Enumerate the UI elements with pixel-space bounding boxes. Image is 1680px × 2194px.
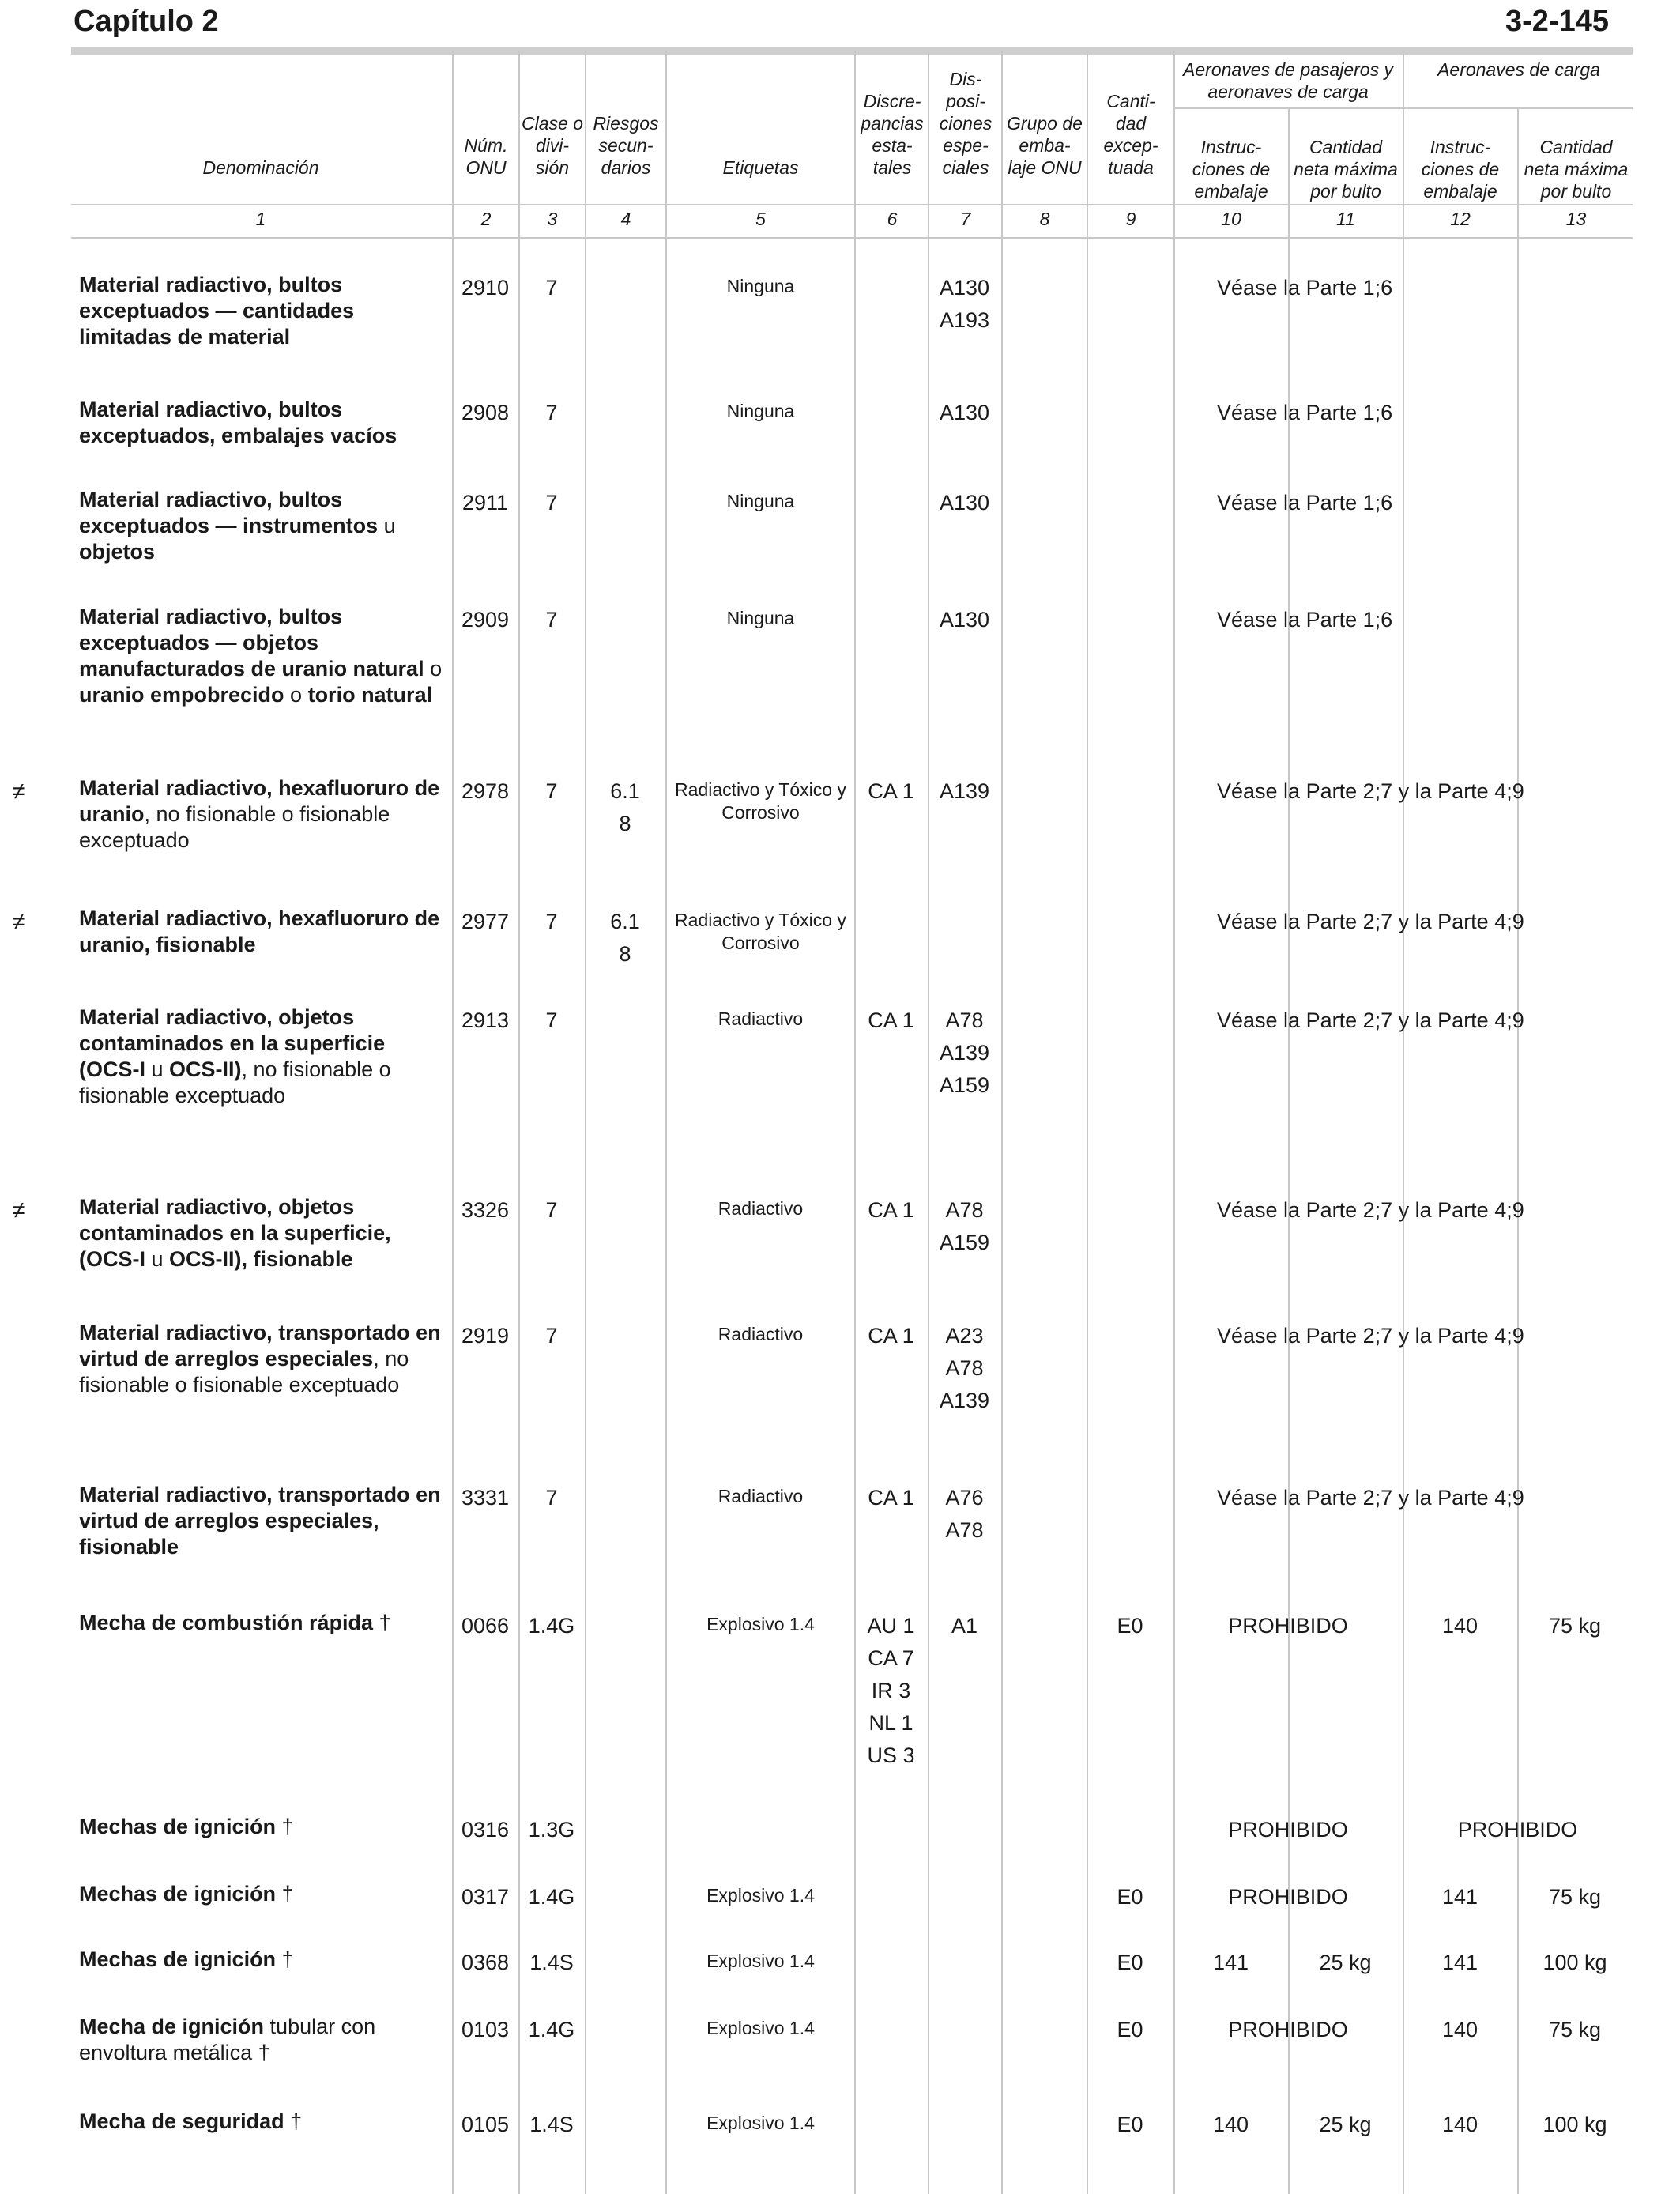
subsidiary-risk: 8 xyxy=(619,942,631,966)
pax-prohibited: PROHIBIDO xyxy=(1228,1885,1348,1909)
special-provisions xyxy=(928,775,1001,808)
dangerous-goods-name xyxy=(79,272,450,350)
hazard-label: Explosivo 1.4 xyxy=(706,1885,815,1906)
name-regular-part: u xyxy=(378,514,396,537)
hazard-label: Radiactivo xyxy=(718,1324,804,1344)
name-bold-part: Mecha de ignición xyxy=(79,2015,265,2038)
cao-packing-instruction: 140 xyxy=(1441,2018,1478,2041)
header-num-onu: Núm. ONU xyxy=(464,135,508,178)
un-number: 0103 xyxy=(461,2018,510,2041)
see-reference-note: Véase la Parte 2;7 y la Parte 4;9 xyxy=(1217,1198,1524,1222)
page-number: 3-2-145 xyxy=(1505,5,1609,38)
un-number: 0317 xyxy=(461,1885,510,1909)
cao-packing-instruction: 141 xyxy=(1441,1951,1478,1974)
column-number: 3 xyxy=(547,209,558,229)
pax-max-net-quantity: 25 kg xyxy=(1319,1951,1372,1974)
name-regular-part: tubular con envoltura metálica † xyxy=(79,2015,376,2064)
header-grupo-embalaje: Grupo de emba- laje ONU xyxy=(1007,113,1083,178)
un-number: 2908 xyxy=(461,401,510,424)
dangerous-goods-name xyxy=(79,487,450,565)
subsidiary-risks xyxy=(585,775,665,840)
variation-mark: ≠ xyxy=(13,778,26,805)
name-bold-part: objetos xyxy=(79,540,156,564)
column-number: 8 xyxy=(1039,209,1050,229)
header-pax-cantidad: Cantidad neta máxima por bulto xyxy=(1294,137,1398,202)
see-reference-note: Véase la Parte 1;6 xyxy=(1217,491,1393,515)
header-cao-instrucciones: Instruc- ciones de embalaje xyxy=(1421,137,1500,202)
special-provisions xyxy=(928,1610,1001,1642)
pax-prohibited: PROHIBIDO xyxy=(1228,1614,1348,1638)
subsidiary-risks xyxy=(585,906,665,971)
dangerous-goods-name xyxy=(79,1194,450,1272)
column-divider xyxy=(1087,51,1088,2194)
header-divider xyxy=(71,237,1633,239)
special-provisions xyxy=(928,272,1001,337)
header-cantidad-exceptuada: Canti- dad excep- tuada xyxy=(1103,91,1158,178)
special-provisions xyxy=(928,1194,1001,1259)
column-number: 6 xyxy=(887,209,898,229)
column-divider xyxy=(1001,51,1003,2194)
header-cao-cantidad: Cantidad neta máxima por bulto xyxy=(1524,137,1629,202)
class-division: 7 xyxy=(545,491,558,515)
cao-prohibited: PROHIBIDO xyxy=(1457,1818,1578,1842)
class-division: 7 xyxy=(545,1486,558,1510)
special-provision: A23 xyxy=(945,1324,984,1348)
header-denominacion: Denominación xyxy=(202,157,319,178)
hazard-label: Radiactivo xyxy=(718,1198,804,1219)
dangerous-goods-name xyxy=(79,1610,450,1636)
class-division: 1.4S xyxy=(529,2113,574,2136)
special-provision: A139 xyxy=(939,1041,990,1065)
special-provisions xyxy=(928,487,1001,519)
name-regular-part: † xyxy=(276,1815,294,1838)
special-provision: A139 xyxy=(939,779,990,803)
name-bold-part: Material radiactivo, bultos exceptuados — objetos manufacturados de uranio natural xyxy=(79,605,424,680)
state-variations xyxy=(854,1482,928,1514)
see-reference-note: Véase la Parte 2;7 y la Parte 4;9 xyxy=(1217,1008,1524,1032)
state-variation: AU 1 xyxy=(867,1614,915,1638)
name-regular-part: u xyxy=(145,1247,170,1271)
cao-packing-instruction: 140 xyxy=(1441,1614,1478,1638)
un-number: 2919 xyxy=(461,1324,510,1348)
class-division: 7 xyxy=(545,1324,558,1348)
hazard-label: Explosivo 1.4 xyxy=(706,2018,815,2038)
hazard-label: Radiactivo y Tóxico y Corrosivo xyxy=(675,910,846,953)
un-number: 2978 xyxy=(461,779,510,803)
column-number: 11 xyxy=(1336,209,1355,229)
name-bold-part: OCS-II), fisionable xyxy=(169,1247,353,1271)
name-regular-part: o xyxy=(424,657,443,680)
hazard-label: Explosivo 1.4 xyxy=(706,1614,815,1634)
name-bold-part: OCS-II) xyxy=(169,1057,242,1081)
name-regular-part: † xyxy=(284,2109,303,2133)
un-number: 0105 xyxy=(461,2113,510,2136)
cao-max-net-quantity: 75 kg xyxy=(1548,1614,1602,1638)
dangerous-goods-name xyxy=(79,1320,450,1398)
class-division: 1.3G xyxy=(528,1818,575,1842)
name-bold-part: Mechas de ignición xyxy=(79,1815,277,1838)
header-disposiciones: Dis- posi- ciones espe- ciales xyxy=(939,69,993,178)
hazard-label: Ninguna xyxy=(726,491,795,511)
subsidiary-risk: 6.1 xyxy=(610,779,640,803)
state-variation: NL 1 xyxy=(868,1711,913,1735)
header-discrepancias: Discre- pancias esta- tales xyxy=(861,91,924,178)
special-provision: A159 xyxy=(939,1231,990,1254)
special-provision: A1 xyxy=(951,1614,978,1638)
see-reference-note: Véase la Parte 2;7 y la Parte 4;9 xyxy=(1217,779,1524,803)
pax-packing-instruction: 141 xyxy=(1212,1951,1249,1974)
state-variation: IR 3 xyxy=(871,1679,911,1702)
special-provisions xyxy=(928,397,1001,429)
cao-packing-instruction: 141 xyxy=(1441,1885,1478,1909)
cao-packing-instruction: 140 xyxy=(1441,2113,1478,2136)
special-provision: A139 xyxy=(939,1389,990,1412)
header-riesgos: Riesgos secun- darios xyxy=(593,113,659,178)
name-bold-part: Material radiactivo, transportado en virtud de arreglos especiales xyxy=(79,1321,441,1370)
dangerous-goods-name xyxy=(79,1947,450,1973)
header-pax-instrucciones: Instruc- ciones de embalaje xyxy=(1192,137,1271,202)
column-number: 2 xyxy=(480,209,492,229)
see-reference-note: Véase la Parte 2;7 y la Parte 4;9 xyxy=(1217,1324,1524,1348)
state-variations xyxy=(854,1610,928,1772)
name-bold-part: Mechas de ignición xyxy=(79,1882,277,1906)
excepted-quantity: E0 xyxy=(1117,2113,1143,2136)
special-provision: A76 xyxy=(945,1486,984,1510)
hazard-label: Ninguna xyxy=(726,608,795,628)
state-variations xyxy=(854,1320,928,1352)
see-reference-note: Véase la Parte 2;7 y la Parte 4;9 xyxy=(1217,910,1524,933)
class-division: 7 xyxy=(545,910,558,933)
column-divider xyxy=(928,51,929,2194)
dangerous-goods-name xyxy=(79,1881,450,1907)
name-regular-part: † xyxy=(373,1611,391,1634)
class-division: 1.4G xyxy=(528,2018,575,2041)
column-divider xyxy=(1173,51,1175,2194)
see-reference-note: Véase la Parte 1;6 xyxy=(1217,276,1393,300)
class-division: 7 xyxy=(545,608,558,631)
state-variation: CA 1 xyxy=(868,1486,914,1510)
pax-prohibited: PROHIBIDO xyxy=(1228,1818,1348,1842)
column-number: 10 xyxy=(1221,209,1241,229)
column-number: 1 xyxy=(255,209,266,229)
name-bold-part: Material radiactivo, hexafluoruro de uranio, fisionable xyxy=(79,907,440,956)
dangerous-goods-name xyxy=(79,1814,450,1840)
class-division: 7 xyxy=(545,401,558,424)
name-regular-part: , no fisionable o fisionable exceptuado xyxy=(79,802,390,852)
subsidiary-risk: 6.1 xyxy=(610,910,640,933)
header-etiquetas: Etiquetas xyxy=(722,157,799,178)
dangerous-goods-name xyxy=(79,2109,450,2135)
pax-prohibited: PROHIBIDO xyxy=(1228,2018,1348,2041)
special-provision: A78 xyxy=(945,1356,984,1380)
see-reference-note: Véase la Parte 1;6 xyxy=(1217,608,1393,631)
chapter-title: Capítulo 2 xyxy=(73,5,219,38)
un-number: 3326 xyxy=(461,1198,510,1222)
variation-mark: ≠ xyxy=(13,1197,26,1223)
un-number: 0368 xyxy=(461,1951,510,1974)
see-reference-note: Véase la Parte 1;6 xyxy=(1217,401,1393,424)
dangerous-goods-name xyxy=(79,775,450,854)
header-divider xyxy=(71,204,1633,205)
dangerous-goods-name xyxy=(79,604,450,708)
name-regular-part: o xyxy=(284,683,308,707)
variation-mark: ≠ xyxy=(13,909,26,935)
name-bold-part: Material radiactivo, objetos contaminados en la superficie, (OCS-I xyxy=(79,1195,391,1271)
class-division: 7 xyxy=(545,1198,558,1222)
header-clase: Clase o divi- sión xyxy=(522,113,583,178)
pax-packing-instruction: 140 xyxy=(1212,2113,1249,2136)
column-number: 4 xyxy=(620,209,631,229)
state-variations xyxy=(854,1194,928,1227)
excepted-quantity: E0 xyxy=(1117,1614,1143,1638)
state-variations xyxy=(854,1005,928,1037)
dangerous-goods-name xyxy=(79,906,450,958)
state-variation: CA 1 xyxy=(868,1198,914,1222)
name-bold-part: Material radiactivo, bultos exceptuados, embalajes vacíos xyxy=(79,398,397,447)
group-header-cargo: Aeronaves de carga xyxy=(1437,59,1600,80)
name-regular-part: u xyxy=(145,1057,170,1081)
column-divider xyxy=(1403,51,1404,2194)
dangerous-goods-name xyxy=(79,397,450,449)
name-bold-part: Material radiactivo, hexafluoruro de uranio xyxy=(79,776,440,826)
special-provision: A159 xyxy=(939,1073,990,1097)
name-bold-part: Material radiactivo, bultos exceptuados — instrumentos xyxy=(79,488,379,537)
state-variation: CA 7 xyxy=(868,1646,914,1670)
column-divider xyxy=(854,51,856,2194)
name-bold-part: Material radiactivo, transportado en virtud de arreglos especiales, fisionable xyxy=(79,1483,441,1559)
excepted-quantity: E0 xyxy=(1117,2018,1143,2041)
hazard-label: Radiactivo y Tóxico y Corrosivo xyxy=(675,779,846,823)
name-bold-part: Mechas de ignición xyxy=(79,1947,277,1971)
column-number: 12 xyxy=(1450,209,1471,229)
class-division: 7 xyxy=(545,779,558,803)
dangerous-goods-name xyxy=(79,1482,450,1560)
name-bold-part: Material radiactivo, bultos exceptuados — cantidades limitadas de material xyxy=(79,273,355,349)
hazard-label: Radiactivo xyxy=(718,1008,804,1029)
name-bold-part: Mecha de seguridad xyxy=(79,2109,284,2133)
column-divider xyxy=(665,51,667,2194)
special-provisions xyxy=(928,1005,1001,1102)
class-division: 1.4G xyxy=(528,1614,575,1638)
dangerous-goods-name xyxy=(79,1005,450,1109)
un-number: 0316 xyxy=(461,1818,510,1842)
hazard-label: Ninguna xyxy=(726,401,795,421)
un-number: 2910 xyxy=(461,276,510,300)
hazard-label: Explosivo 1.4 xyxy=(706,2113,815,2133)
group-header-passenger: Aeronaves de pasajeros y aeronaves de carga xyxy=(1183,59,1393,102)
subsidiary-risk: 8 xyxy=(619,812,631,835)
header-divider xyxy=(1173,107,1633,109)
cao-max-net-quantity: 75 kg xyxy=(1548,1885,1602,1909)
un-number: 0066 xyxy=(461,1614,510,1638)
see-reference-note: Véase la Parte 2;7 y la Parte 4;9 xyxy=(1217,1486,1524,1510)
excepted-quantity: E0 xyxy=(1117,1951,1143,1974)
un-number: 2913 xyxy=(461,1008,510,1032)
special-provision: A78 xyxy=(945,1518,984,1542)
column-number: 5 xyxy=(755,209,766,229)
special-provision: A130 xyxy=(939,401,990,424)
dangerous-goods-name xyxy=(79,2014,450,2066)
state-variation: CA 1 xyxy=(868,779,914,803)
name-bold-part: Material radiactivo, objetos contaminados en la superficie (OCS-I xyxy=(79,1005,386,1081)
excepted-quantity: E0 xyxy=(1117,1885,1143,1909)
state-variation: US 3 xyxy=(867,1744,915,1767)
class-division: 7 xyxy=(545,276,558,300)
state-variation: CA 1 xyxy=(868,1008,914,1032)
hazard-label: Ninguna xyxy=(726,276,795,296)
class-division: 7 xyxy=(545,1008,558,1032)
name-regular-part: † xyxy=(276,1947,294,1971)
hazard-label: Explosivo 1.4 xyxy=(706,1951,815,1971)
class-division: 1.4S xyxy=(529,1951,574,1974)
special-provision: A130 xyxy=(939,608,990,631)
cao-max-net-quantity: 100 kg xyxy=(1543,2113,1607,2136)
column-number: 7 xyxy=(960,209,971,229)
pax-max-net-quantity: 25 kg xyxy=(1319,2113,1372,2136)
special-provision: A78 xyxy=(945,1198,984,1222)
un-number: 2977 xyxy=(461,910,510,933)
column-divider xyxy=(585,51,586,2194)
cao-max-net-quantity: 100 kg xyxy=(1543,1951,1607,1974)
state-variation: CA 1 xyxy=(868,1324,914,1348)
un-number: 2911 xyxy=(461,491,509,515)
column-number: 9 xyxy=(1125,209,1136,229)
cao-max-net-quantity: 75 kg xyxy=(1548,2018,1602,2041)
name-regular-part: , no fisionable o fisionable exceptuado xyxy=(79,1057,391,1107)
name-bold-part: Mecha de combustión rápida xyxy=(79,1611,374,1634)
name-regular-part: † xyxy=(276,1882,294,1906)
name-regular-part: , no fisionable o fisionable exceptuado xyxy=(79,1347,409,1397)
special-provisions xyxy=(928,1482,1001,1547)
un-number: 3331 xyxy=(461,1486,510,1510)
special-provisions xyxy=(928,604,1001,636)
column-number: 13 xyxy=(1565,209,1587,229)
name-bold-part: torio natural xyxy=(307,683,433,707)
name-bold-part: uranio empobrecido xyxy=(79,683,284,707)
state-variations xyxy=(854,775,928,808)
column-divider xyxy=(518,51,520,2194)
class-division: 1.4G xyxy=(528,1885,575,1909)
hazard-label: Radiactivo xyxy=(718,1486,804,1506)
special-provision: A130 xyxy=(939,491,990,515)
column-divider xyxy=(452,51,454,2194)
special-provision: A193 xyxy=(939,308,990,332)
special-provision: A78 xyxy=(945,1008,984,1032)
special-provision: A130 xyxy=(939,276,990,300)
un-number: 2909 xyxy=(461,608,510,631)
special-provisions xyxy=(928,1320,1001,1417)
